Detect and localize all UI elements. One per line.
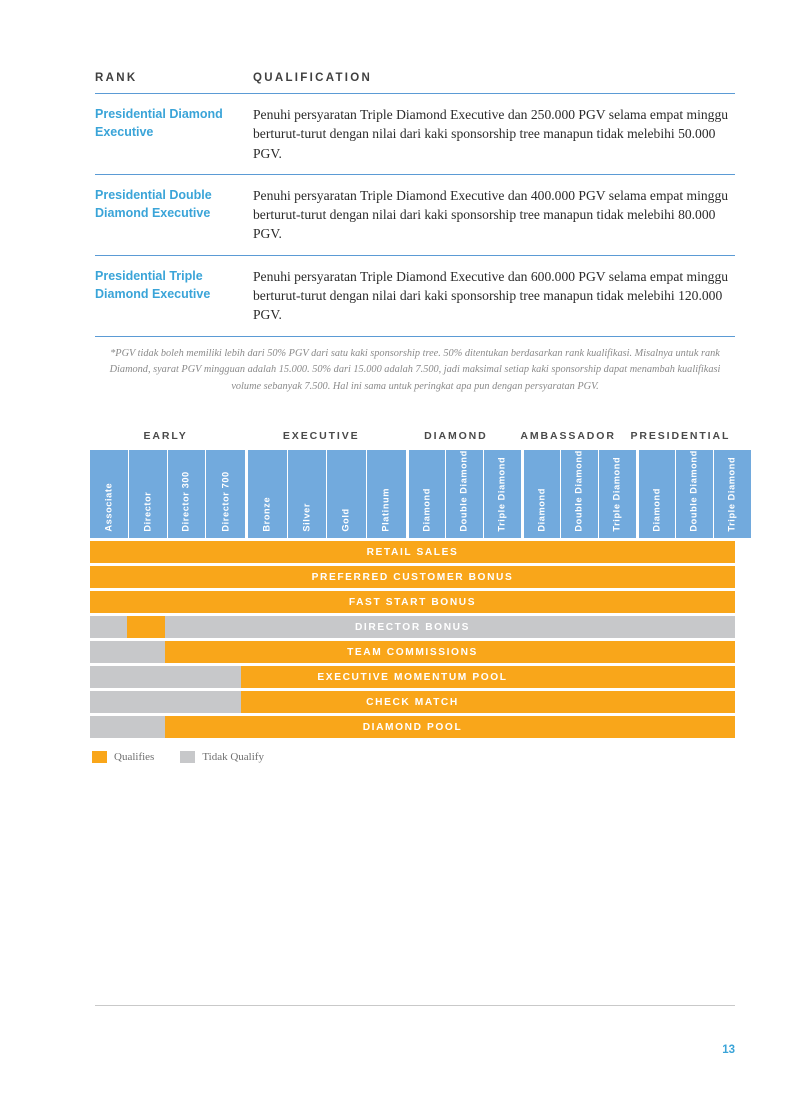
chart-legend: [90, 751, 735, 763]
rank-qualification-text: Penuhi persyaratan Triple Diamond Executive dan 400.000 PGV selama empat minggu berturut-turut dengan nilai dari kaki sponsorship tree manapun tidak melebihi 80.000 PGV.: [253, 187, 729, 242]
group-label-early: EARLY: [143, 430, 188, 442]
chart-group-header-row: [90, 425, 735, 447]
rank-qualification-text: Penuhi persyaratan Triple Diamond Executive dan 600.000 PGV selama empat minggu berturut-turut dengan nilai dari kaki sponsorship tree manapun tidak melebihi 120.000 PGV.: [253, 268, 729, 323]
table-header-row: [95, 72, 735, 94]
bonus-row-label: EXECUTIVE MOMENTUM POOL: [317, 671, 508, 683]
rank-cell-label: Bronze: [261, 497, 272, 532]
rank-group-diamond: [409, 450, 521, 538]
rank-cell-label: Double Diamond: [689, 450, 700, 532]
bonus-row-label: PREFERRED CUSTOMER BONUS: [311, 571, 514, 583]
rank-cell-label: Platinum: [380, 488, 391, 532]
rank-cell-label: Diamond: [651, 488, 662, 532]
bonus-row-check-match: [90, 691, 735, 713]
page-number: 13: [722, 1044, 735, 1056]
rank-cell-label: Gold: [340, 508, 351, 532]
compensation-plan-chart: [90, 425, 735, 763]
bonus-row-retail-sales: [90, 541, 735, 563]
rank-cell-double-diamond: [446, 450, 483, 538]
rank-cell-label: Director: [142, 491, 153, 532]
legend-swatch-qualifies: [92, 751, 107, 763]
rank-group-early: [90, 450, 245, 538]
legend-label-not-qualify: Tidak Qualify: [202, 751, 264, 763]
rank-qualification-text: Penuhi persyaratan Triple Diamond Executive dan 250.000 PGV selama empat minggu berturut-turut dengan nilai dari kaki sponsorship tree manapun tidak melebihi 50.000 PGV.: [253, 107, 729, 161]
bonus-row-label: CHECK MATCH: [366, 696, 459, 708]
rank-cell-presidential-diamond: [639, 450, 676, 538]
rank-cell-ambassador-diamond: [524, 450, 561, 538]
bonus-row-preferred-customer-bonus: [90, 566, 735, 588]
group-label-ambassador: AMBASSADOR: [520, 430, 616, 442]
group-label-diamond: DIAMOND: [424, 430, 488, 442]
pgv-footnote: *PGV tidak boleh memiliki lebih dari 50% PGV dari satu kaki sponsorship tree. 50% ditentukan berdasarkan rank kualifikasi. Misalnya untuk rank Diamond, syarat PGV mingguan adalah 15.000. 50% dari 15.000 adalah 7.500, jadi maksimal setiap kaki sponsorship dapat menambah kualifikasi volume sebanyak 7.500. Hal ini sama untuk peringkat apa pun dengan persyaratan PGV.: [109, 347, 721, 393]
rank-group-executive: [248, 450, 406, 538]
rank-name: Presidential Diamond Executive: [95, 107, 223, 140]
legend-swatch-not-qualify: [180, 751, 195, 763]
rank-cell-label: Triple Diamond: [497, 457, 508, 532]
rank-cell-label: Associate: [103, 483, 114, 532]
rank-cell-director-700: [206, 450, 245, 538]
rank-cell-presidential-triple-diamond: [714, 450, 751, 538]
rank-cell-gold: [327, 450, 367, 538]
column-header-rank: RANK: [95, 72, 138, 84]
rank-name: Presidential Triple Diamond Executive: [95, 268, 211, 301]
rank-cell-ambassador-double-diamond: [561, 450, 598, 538]
bonus-row-fast-start-bonus: [90, 591, 735, 613]
bonus-row-label: FAST START BONUS: [348, 596, 477, 608]
rank-cell-label: Double Diamond: [574, 450, 585, 532]
rank-cell-label: Director 300: [181, 471, 192, 532]
rank-cell-label: Triple Diamond: [612, 457, 623, 532]
rank-cell-label: Director 700: [220, 471, 231, 532]
table-row: [95, 175, 735, 256]
rank-cell-diamond: [409, 450, 446, 538]
rank-name: Presidential Double Diamond Executive: [95, 187, 212, 221]
rank-cell-label: Triple Diamond: [726, 457, 737, 532]
group-label-executive: EXECUTIVE: [282, 430, 360, 442]
rank-cell-associate: [90, 450, 129, 538]
rank-cell-triple-diamond: [484, 450, 521, 538]
group-label-presidential: PRESIDENTIAL: [630, 430, 731, 442]
bonus-row-diamond-pool: [90, 716, 735, 738]
legend-label-qualifies: Qualifies: [114, 751, 155, 763]
footer-divider: [95, 1005, 735, 1006]
bonus-row-executive-momentum-pool: [90, 666, 735, 688]
chart-rank-band: [90, 450, 735, 538]
bonus-row-label: RETAIL SALES: [366, 546, 459, 558]
rank-cell-director: [129, 450, 168, 538]
rank-qualification-table: [95, 72, 735, 396]
rank-group-presidential: [639, 450, 751, 538]
rank-cell-director-300: [168, 450, 207, 538]
bonus-row-label: DIAMOND POOL: [362, 721, 463, 733]
rank-cell-ambassador-triple-diamond: [599, 450, 636, 538]
bonus-row-label: TEAM COMMISSIONS: [347, 646, 478, 658]
rank-cell-label: Double Diamond: [459, 450, 470, 532]
table-row: [95, 94, 735, 175]
bonus-row-director-bonus: [90, 616, 735, 638]
rank-cell-presidential-double-diamond: [676, 450, 713, 538]
rank-cell-label: Silver: [301, 503, 312, 532]
bonus-row-label: DIRECTOR BONUS: [354, 621, 471, 633]
rank-group-ambassador: [524, 450, 636, 538]
rank-cell-label: Diamond: [421, 488, 432, 532]
column-header-qualification: QUALIFICATION: [253, 72, 373, 84]
bonus-row-team-commissions: [90, 641, 735, 663]
rank-cell-silver: [288, 450, 328, 538]
rank-cell-platinum: [367, 450, 407, 538]
table-row: [95, 256, 735, 337]
rank-cell-label: Diamond: [536, 488, 547, 532]
rank-cell-bronze: [248, 450, 288, 538]
